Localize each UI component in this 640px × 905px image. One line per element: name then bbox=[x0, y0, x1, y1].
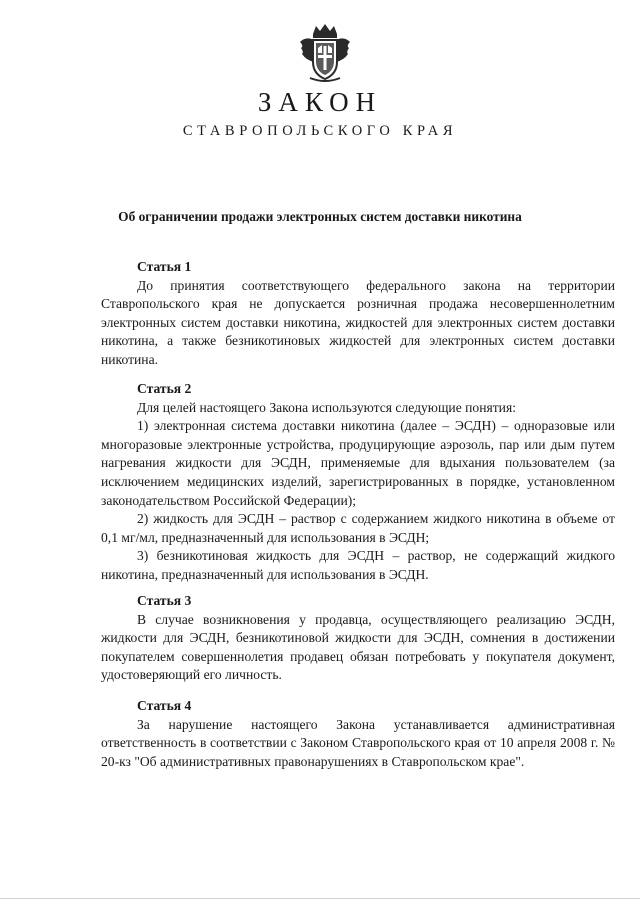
definition-item: 3) безникотиновая жидкость для ЭСДН – раствор, не содержащий жидкого никотина, предназначенный для использования в ЭСДН. bbox=[101, 548, 615, 582]
article-1 bbox=[101, 258, 615, 370]
article-heading: Статья 4 bbox=[137, 698, 192, 713]
page-bottom-edge bbox=[0, 898, 640, 899]
article-3 bbox=[101, 592, 615, 685]
article-paragraph: До принятия соответствующего федерального закона на территории Ставропольского края не допускается розничная продажа несовершеннолетним электронных систем доставки никотина, жидкостей для электронных систем доставки никотина, а также безникотиновых жидкостей для электронных систем доставки никотина. bbox=[101, 277, 615, 367]
definition-item: 2) жидкость для ЭСДН – раствор с содержанием жидкого никотина в объеме от 0,1 мг/мл, предназначенный для использования в ЭСДН; bbox=[101, 511, 615, 545]
law-name: Об ограничении продажи электронных систем доставки никотина bbox=[118, 209, 522, 224]
article-heading: Статья 2 bbox=[137, 381, 192, 396]
article-4 bbox=[101, 697, 615, 771]
definition-item: 1) электронная система доставки никотина (далее – ЭСДН) – одноразовые или многоразовые электронные устройства, продуцирующие аэрозоль, пар или дым путем нагревания жидкости для ЭСДН, применяемые для вдыхания пользователем (за исключением медицинских изделий, зарегистрированных в порядке, установленном законодательством Российской Федерации); bbox=[101, 418, 615, 508]
document-subtitle: СТАВРОПОЛЬСКОГО КРАЯ bbox=[182, 123, 458, 139]
article-paragraph: Для целей настоящего Закона используются следующие понятия: bbox=[137, 399, 516, 415]
article-paragraph: За нарушение настоящего Закона устанавливается административная ответственность в соответствии с Законом Ставропольского края от 10 апреля 2008 г. № 20-кз "Об административных правонарушениях в Ставропольском крае". bbox=[101, 716, 615, 769]
article-2 bbox=[101, 380, 615, 585]
article-heading: Статья 3 bbox=[137, 593, 192, 608]
article-heading: Статья 1 bbox=[137, 259, 192, 274]
coat-of-arms-icon bbox=[298, 22, 352, 82]
document-title: ЗАКОН bbox=[257, 87, 383, 117]
article-paragraph: В случае возникновения у продавца, осуществляющего реализацию ЭСДН, жидкости для ЭСДН, безникотиновой жидкости для ЭСДН, сомнения в достижении покупателем совершеннолетия продавец обязан потребовать у покупателя документ, удостоверяющий его личность. bbox=[101, 611, 615, 683]
